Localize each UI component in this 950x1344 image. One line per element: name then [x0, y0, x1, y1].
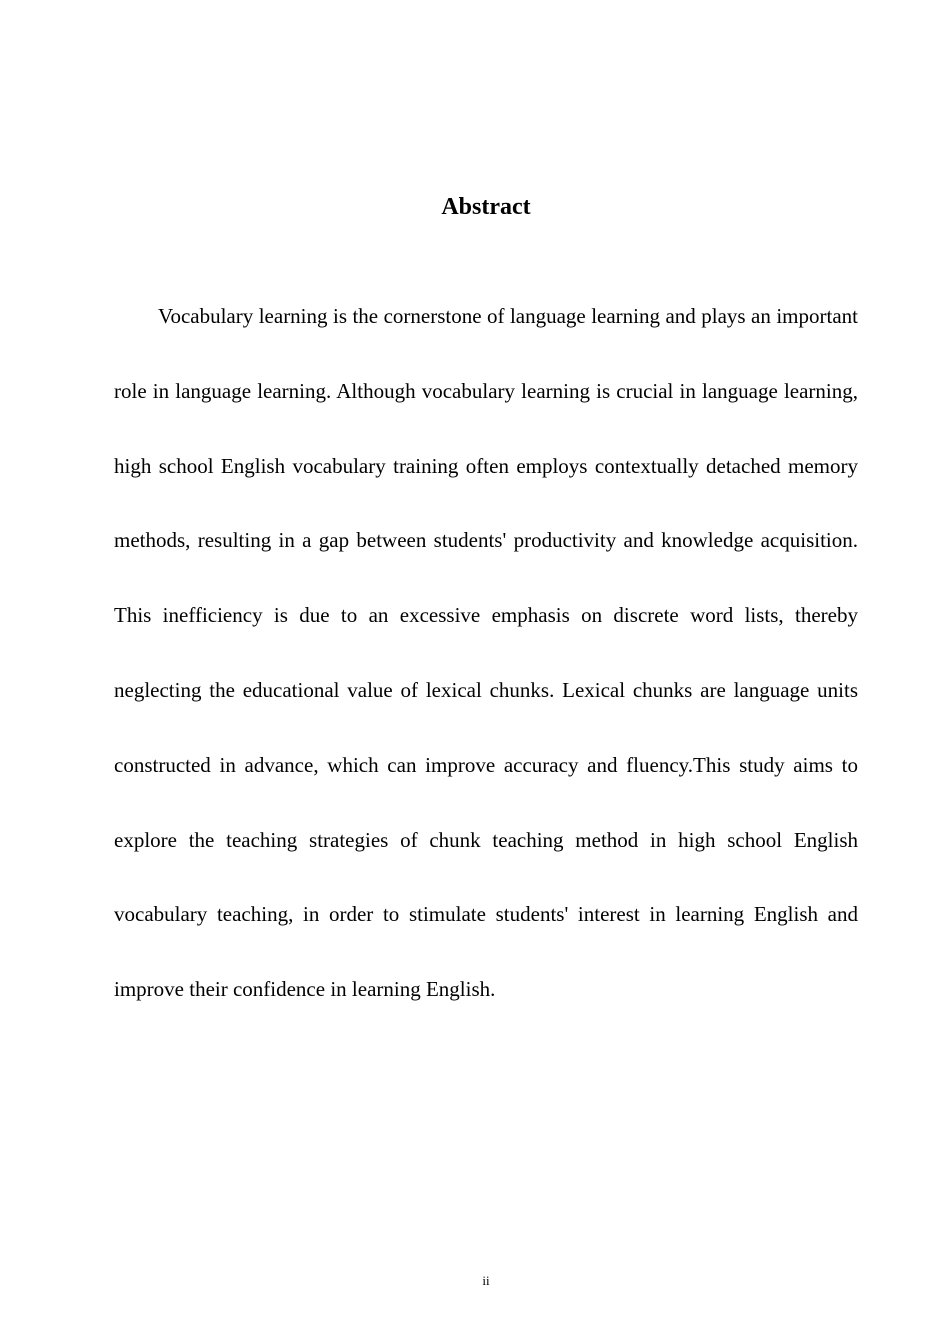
page-number: ii: [482, 1273, 490, 1288]
abstract-body: Vocabulary learning is the cornerstone of language learning and plays an important role in language learning. Although vocabulary learning is crucial in language learning, high school English vocabulary training often employs contextually detached memory methods, resulting in a gap between students' productivity and knowledge acquisition. This inefficiency is due to an excessive emphasis on discrete word lists, thereby neglecting the educational value of lexical chunks. Lexical chunks are language units constructed in advance, which can improve accuracy and fluency.This study aims to explore the teaching strategies of chunk teaching method in high school English vocabulary teaching, in order to stimulate students' interest in learning English and improve their confidence in learning English.: [114, 304, 858, 1002]
abstract-title: Abstract: [441, 194, 531, 220]
